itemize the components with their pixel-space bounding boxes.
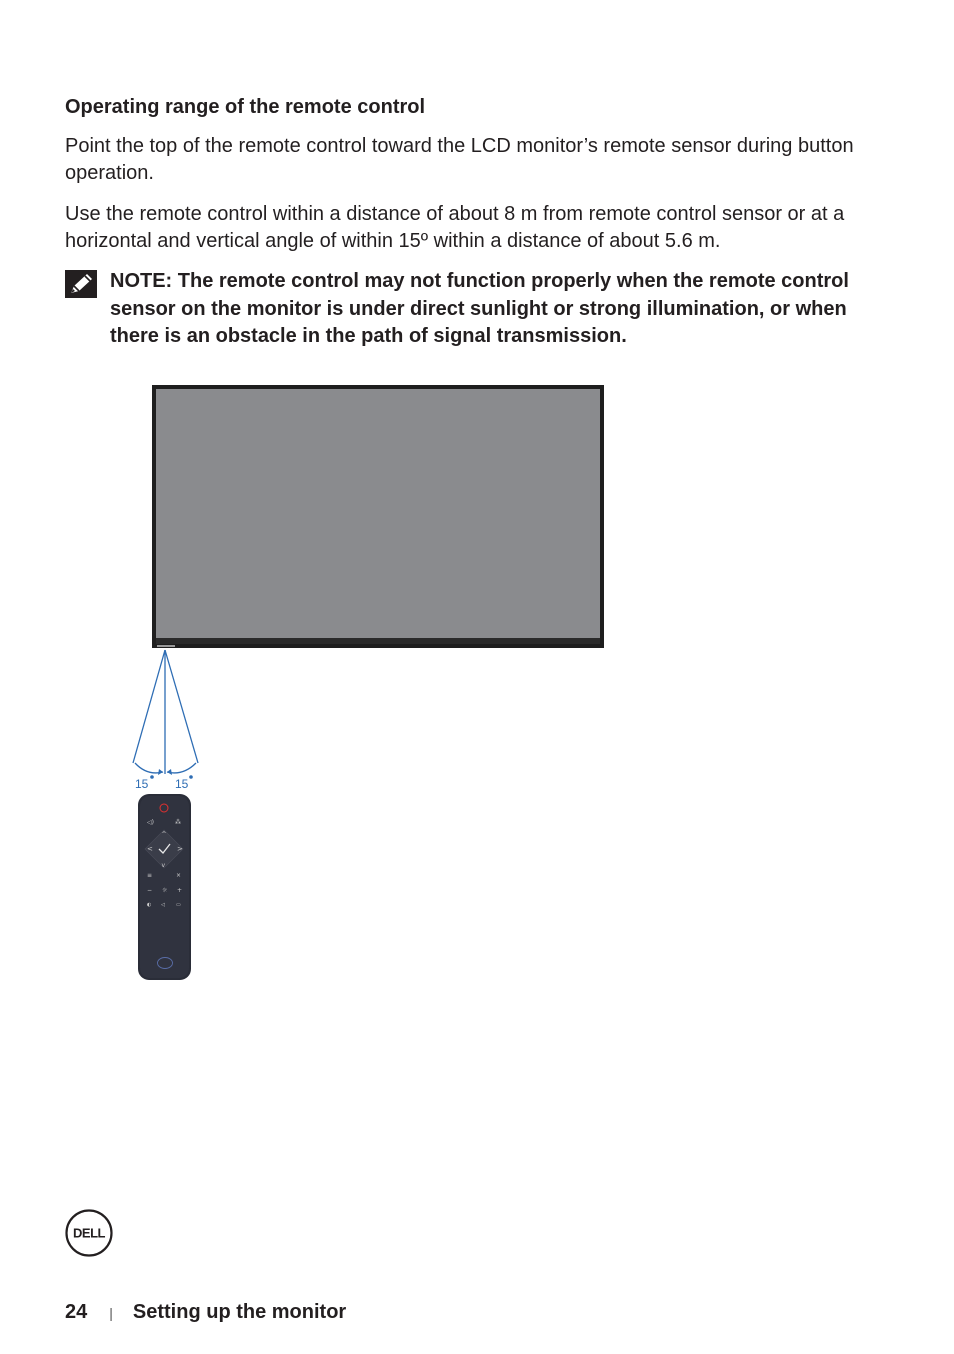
- svg-text:≡: ≡: [147, 872, 153, 879]
- note-pencil-icon: [65, 270, 97, 298]
- monitor: [152, 385, 604, 648]
- svg-text:DELL: DELL: [73, 1225, 105, 1241]
- angle-label-left: 15: [135, 777, 149, 791]
- arc-arrow-left-icon: [158, 769, 163, 775]
- paragraph-distance: Use the remote control within a distance of about 8 m from remote control sensor or at a horizontal and vertical angle of within 15º within a distance of about 5.6 m.: [65, 203, 845, 252]
- svg-text:⁂: ⁂: [175, 819, 181, 826]
- page-number: 24: [65, 1301, 88, 1323]
- svg-text:+: +: [177, 887, 183, 894]
- svg-text:▭: ▭: [176, 902, 181, 908]
- footer-separator: |: [109, 1304, 113, 1321]
- svg-text:>: >: [177, 845, 183, 853]
- note-text: NOTE: The remote control may not function properly when the remote control sensor on the monitor is under direct sunlight or strong illumination, or when there is an obstacle in the path of signal transmission.: [110, 270, 849, 347]
- svg-text:◐: ◐: [147, 902, 152, 908]
- angle-label-right: 15: [175, 777, 189, 791]
- section-heading: Operating range of the remote control: [65, 96, 426, 118]
- paragraph-point-remote: Point the top of the remote control toward the LCD monitor’s remote sensor during button operation.: [65, 135, 854, 184]
- signal-beam: [133, 650, 198, 774]
- svg-text:◁): ◁): [147, 819, 154, 826]
- svg-text:☼: ☼: [162, 887, 168, 894]
- svg-text:v: v: [161, 862, 166, 869]
- svg-text:^: ^: [161, 831, 167, 838]
- svg-text:<: <: [147, 845, 153, 853]
- remote-range-illustration: [125, 382, 615, 992]
- svg-text:◁: ◁: [161, 902, 165, 908]
- dell-logo: [64, 1208, 114, 1258]
- arc-arrow-right-icon: [167, 769, 172, 775]
- svg-text:−: −: [147, 887, 153, 894]
- svg-text:×: ×: [176, 872, 182, 879]
- page-footer: [65, 1298, 765, 1326]
- chapter-title: Setting up the monitor: [132, 1301, 347, 1323]
- remote-control: [138, 794, 191, 980]
